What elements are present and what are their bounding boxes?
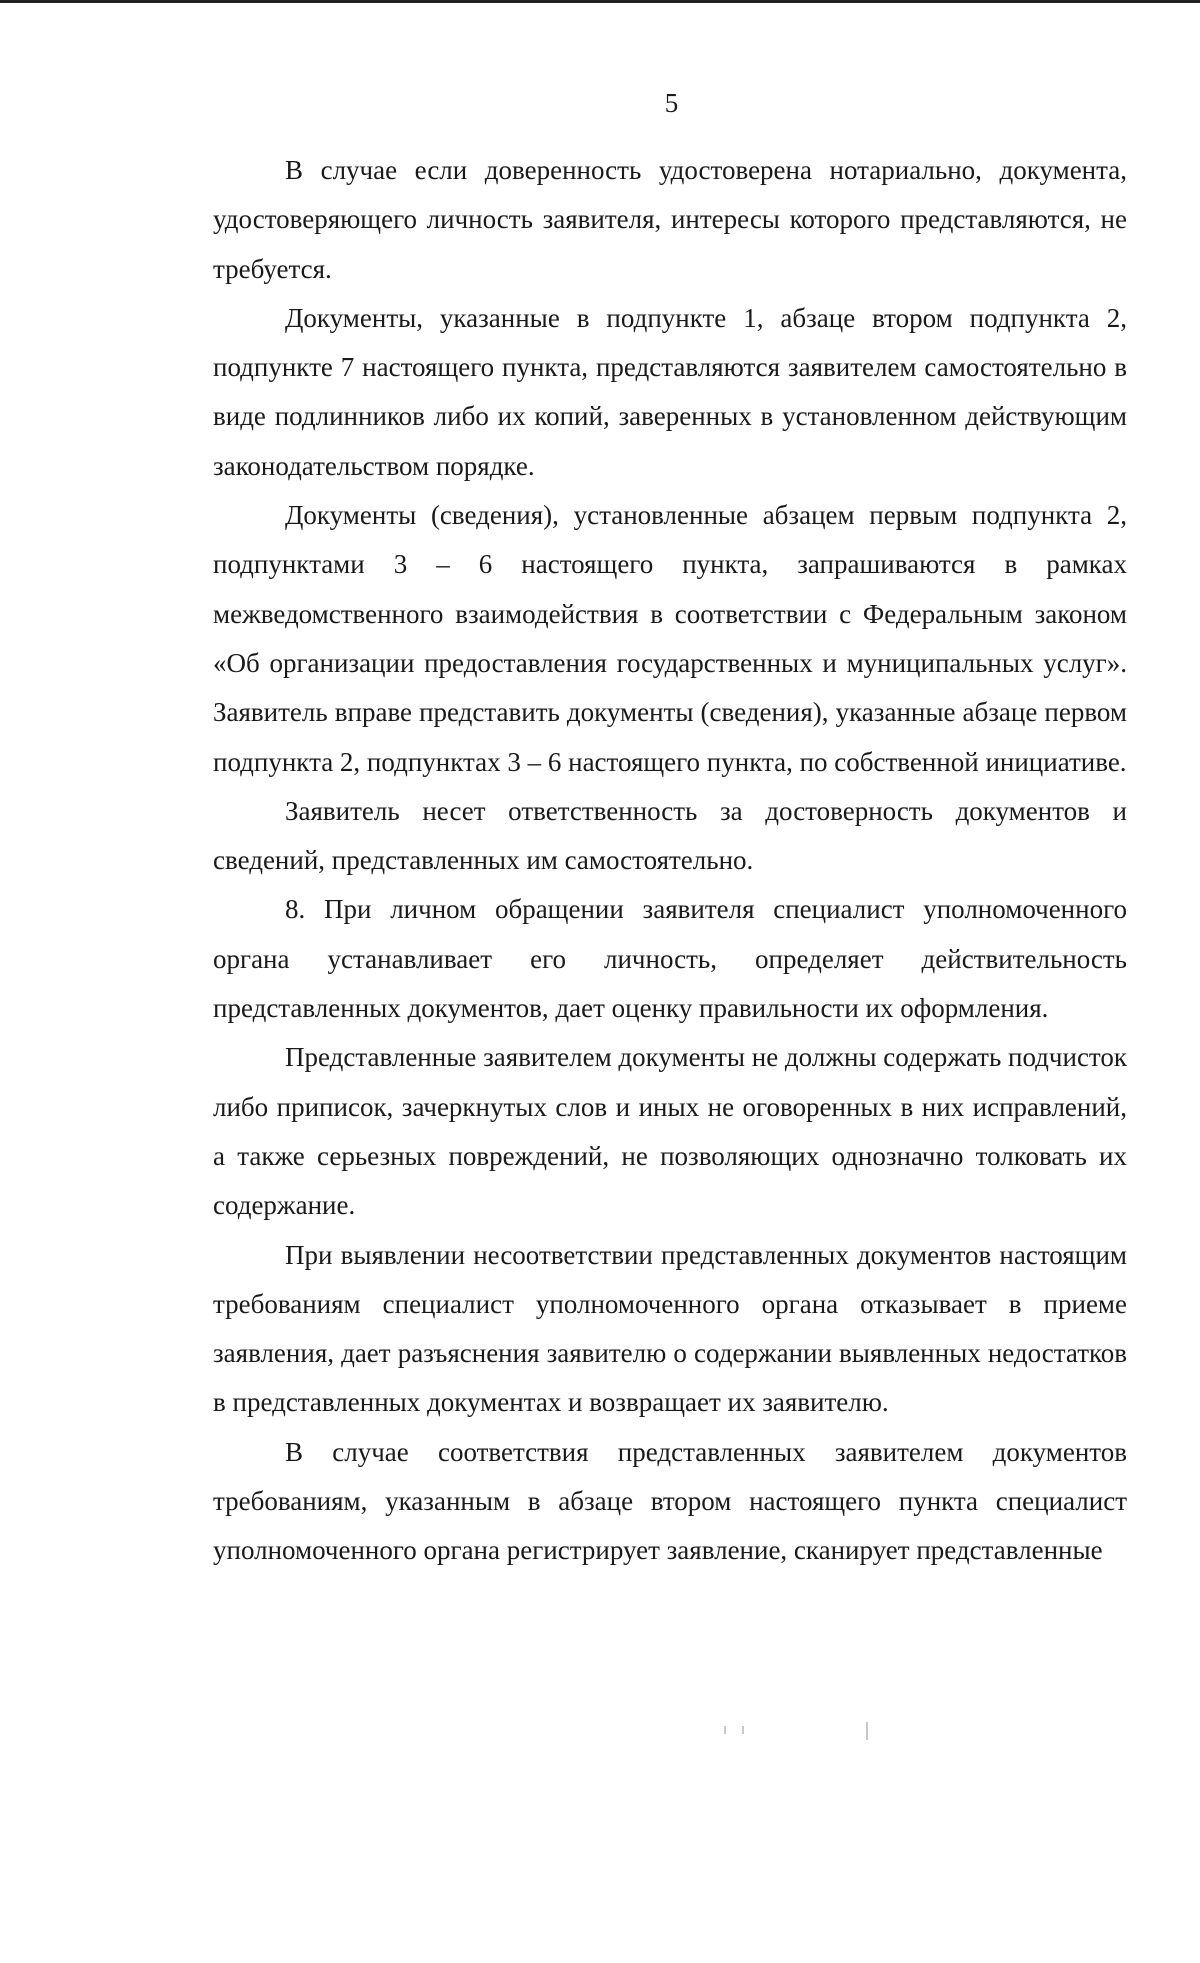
scan-artifact-mark bbox=[866, 1722, 868, 1740]
paragraph-refusal-of-application: При выявлении несоответствии представленных документов настоящим требованиям специалист уполномоченного органа отказывает в приеме заявления, дает разъяснения заявителю о содержании выявленных недостатков в представленных документах и возвращает их заявителю. bbox=[213, 1239, 1127, 1418]
paragraph-interagency-requests: Документы (сведения), установленные абзацем первым подпункта 2, подпунктами 3 – 6 настоящего пункта, запрашиваются в рамках межведомственного взаимодействия в соответствии с Федеральным законом «Об организации предоставления государственных и муниципальных услуг». Заявитель вправе представить документы (сведения), указанные абзаце первом подпункта 2, подпунктах 3 – 6 настоящего пункта, по собственной инициативе. bbox=[213, 500, 1127, 777]
paragraph-applicant-responsibility: Заявитель несет ответственность за достоверность документов и сведений, представленных им самостоятельно. bbox=[213, 795, 1127, 876]
paragraph-documents-submitted-independently: Документы, указанные в подпункте 1, абзаце втором подпункта 2, подпункте 7 настоящего пункта, представляются заявителем самостоятельно в виде подлинников либо их копий, заверенных в установленном действующим законодательством порядке. bbox=[213, 302, 1127, 481]
paragraph-registration-of-application: В случае соответствия представленных заявителем документов требованиям, указанным в абзаце втором настоящего пункта специалист уполномоченного органа регистрирует заявление, сканирует представленные bbox=[213, 1436, 1127, 1566]
paragraph-document-requirements: Представленные заявителем документы не должны содержать подчисток либо приписок, зачеркнутых слов и иных не оговоренных в них исправлений, а также серьезных повреждений, не позволяющих однозначно толковать их содержание. bbox=[213, 1042, 1127, 1221]
document-body bbox=[213, 146, 1127, 1576]
scan-artifact-mark bbox=[742, 1726, 744, 1734]
top-border-line bbox=[0, 0, 1200, 3]
paragraph-notarized-power-of-attorney: В случае если доверенность удостоверена нотариально, документа, удостоверяющего личность заявителя, интересы которого представляются, не требуется. bbox=[213, 155, 1127, 284]
page-number: 5 bbox=[664, 88, 679, 118]
paragraph-item-8-personal-application: 8. При личном обращении заявителя специалист уполномоченного органа устанавливает его личность, определяет действительность представленных документов, дает оценку правильности их оформления. bbox=[213, 894, 1127, 1024]
scan-artifact-mark bbox=[724, 1726, 726, 1734]
